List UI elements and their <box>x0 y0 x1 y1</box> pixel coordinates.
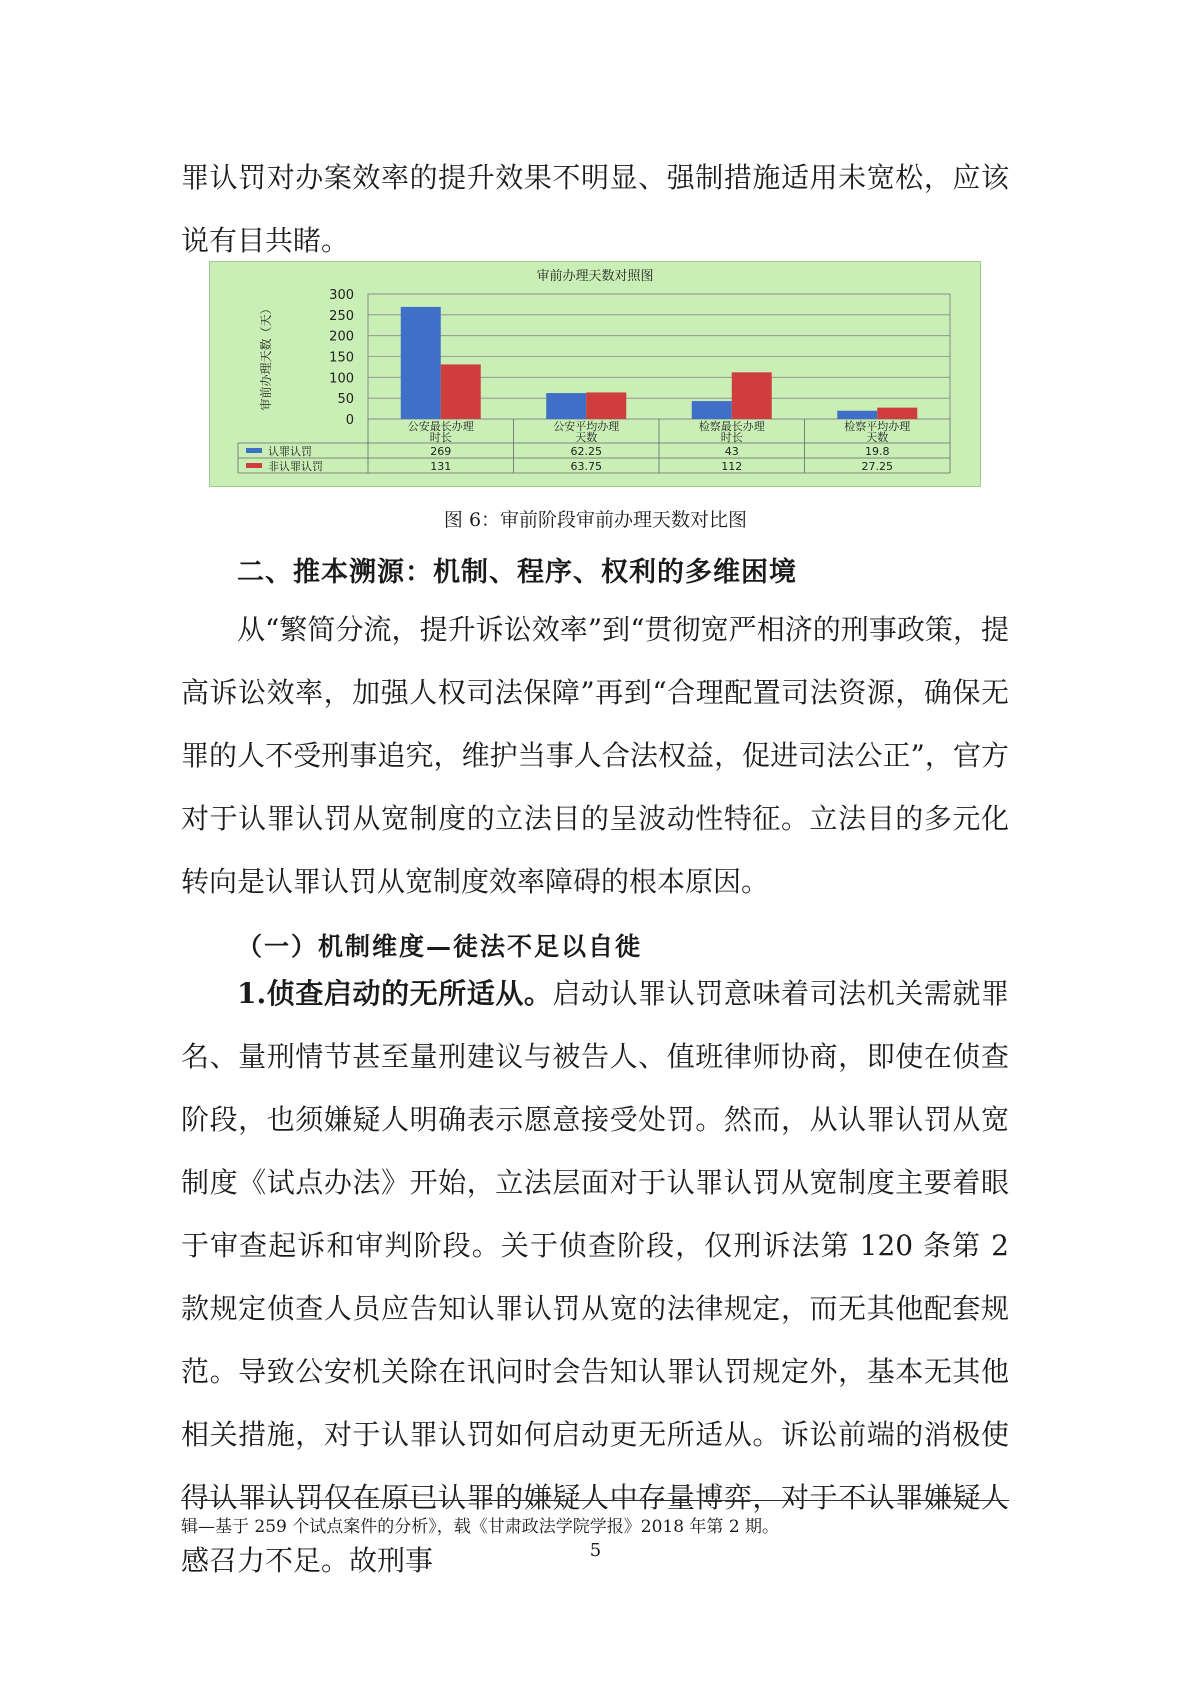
x-tick-label: 天数 <box>575 431 598 444</box>
x-tick-label: 公安最长办理 <box>407 420 474 433</box>
bar <box>877 408 917 419</box>
paragraph-2 <box>181 962 1009 1592</box>
x-tick-label: 时长 <box>720 431 743 444</box>
top-paragraph: 罪认罚对办案效率的提升效果不明显、强制措施适用未宽松，应该说有目共睹。 <box>181 161 1009 257</box>
bar <box>546 393 586 419</box>
paragraph-1: 从“繁简分流，提升诉讼效率”到“贯彻宽严相济的刑事政策，提高诉讼效率，加强人权司法保障”再到“合理配置司法资源，确保无罪的人不受刑事追究，维护当事人合法权益，促进司法公正”，官方对于认罪认罚从宽制度的立法目的呈波动性特征。立法目的多元化转向是认罪认罚从宽制度效率障碍的根本原因。 <box>181 613 1009 898</box>
legend-swatch <box>246 448 262 453</box>
bar <box>837 411 877 419</box>
chart-svg <box>210 262 980 486</box>
chart-title: 审前办理天数对照图 <box>536 269 654 284</box>
section-heading: 二、推本溯源：机制、程序、权利的多维困境 <box>237 557 797 588</box>
x-tick-label: 天数 <box>866 431 889 444</box>
x-tick-label: 检察平均办理 <box>844 420 911 433</box>
x-tick-label: 检察最长办理 <box>698 420 765 433</box>
data-label: 62.25 <box>570 445 602 458</box>
figure-caption: 图 6：审前阶段审前办理天数对比图 <box>443 509 748 531</box>
legend-entry: 非认罪认罚 <box>268 460 323 473</box>
y-tick-label: 100 <box>329 371 354 387</box>
paragraph-2-body: 启动认罪认罚意味着司法机关需就罪名、量刑情节甚至量刑建议与被告人、值班律师协商，即使在侦查阶段，也须嫌疑人明确表示愿意接受处罚。然而，从认罪认罚从宽制度《试点办法》开始，立法层面对于认罪认罚从宽制度主要着眼于审查起诉和审判阶段。关于侦查阶段，仅刑诉法第 120 条第 2 款规定侦查人员应告知认罪认罚从宽的法律规定，而无其他配套规范。导致公安机关除在讯问时会告知认罪认罚规定外，基本无其他相关措施，对于认罪认罚如何启动更无所适从。诉讼前端的消极使得认罪认罚仅在原已认罪的嫌疑人中存量博弈，对于不认罪嫌疑人感召力不足。故刑事 <box>181 977 1009 1577</box>
data-label: 131 <box>430 460 452 473</box>
footnote-divider <box>181 1500 1009 1501</box>
footnote: 辑—基于 259 个试点案件的分析》，载《甘肃政法学院学报》2018 年第 2 期。 <box>181 1517 780 1537</box>
bar <box>692 401 732 419</box>
bar-chart <box>209 261 981 487</box>
x-tick-label: 时长 <box>429 431 452 444</box>
page-number: 5 <box>589 1540 602 1561</box>
bar <box>586 392 626 419</box>
data-label: 27.25 <box>861 460 893 473</box>
x-tick-label: 公安平均办理 <box>553 420 620 433</box>
legend-swatch <box>246 463 262 468</box>
data-label: 112 <box>721 460 743 473</box>
y-tick-label: 150 <box>329 350 354 366</box>
y-tick-label: 50 <box>337 392 354 408</box>
data-label: 63.75 <box>570 460 602 473</box>
bar <box>732 372 772 419</box>
y-tick-label: 250 <box>329 308 354 324</box>
y-tick-label: 200 <box>329 329 354 345</box>
y-tick-label: 0 <box>345 413 354 428</box>
bar <box>441 364 481 419</box>
legend-entry: 认罪认罚 <box>268 445 312 458</box>
data-label: 43 <box>724 445 739 458</box>
data-label: 19.8 <box>865 445 890 458</box>
data-label: 269 <box>430 445 452 458</box>
y-tick-label: 300 <box>329 288 354 303</box>
subsection-heading: （一）机制维度—徒法不足以自徙 <box>237 932 643 961</box>
y-axis-label: 审前办理天数（天） <box>259 302 273 411</box>
paragraph-2-lead: 1.侦查启动的无所适从。 <box>237 977 553 1010</box>
bar <box>401 307 441 419</box>
